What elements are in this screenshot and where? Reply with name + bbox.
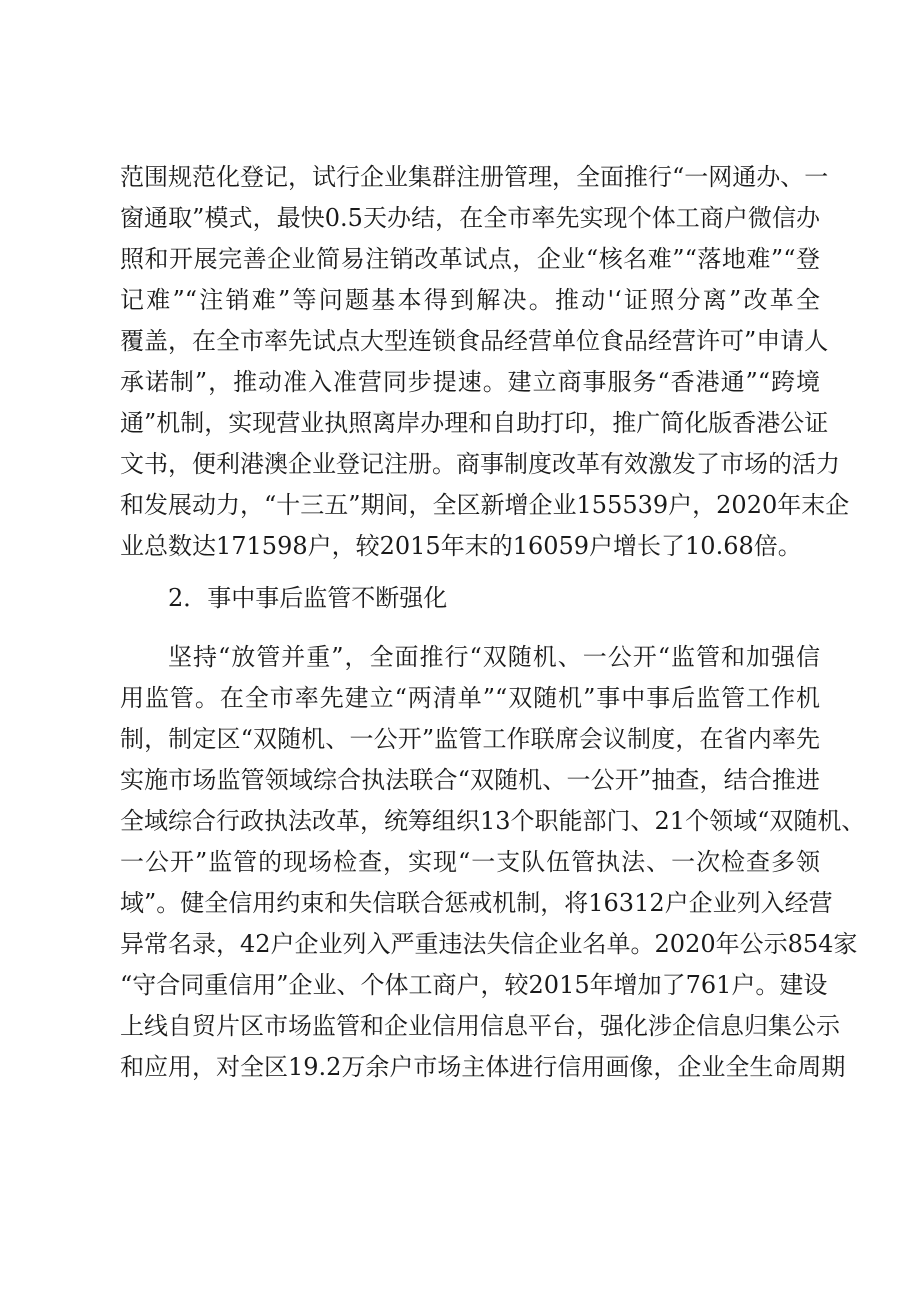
- paragraph-1-line: 覆盖，在全市率先试点大型连锁食品经营单位食品经营许可”申请人: [120, 327, 829, 355]
- paragraph-2-line: 实施市场监管领域综合执法联合“双随机、一公开”抽查，结合推进: [120, 766, 820, 794]
- paragraph-2-line: “守合同重信用”企业、个体工商户，较2015年增加了761户。建设: [120, 971, 828, 999]
- paragraph-2-first-line: 坚持“放管并重”，全面推行“双随机、一公开“监管和加强信: [168, 643, 820, 671]
- paragraph-2-line: 异常名录，42户企业列入严重违法失信企业名单。2020年公示854家: [120, 930, 858, 958]
- paragraph-1-line: 承诺制”，推动准入准营同步提速。建立商事服务“香港通”“跨境: [120, 368, 820, 396]
- paragraph-1-line: 文书，便利港澳企业登记注册。商事制度改革有效激发了市场的活力: [120, 450, 840, 478]
- paragraph-2-line: 制，制定区“双随机、一公开”监管工作联席会议制度，在省内率先: [120, 725, 820, 753]
- section-heading: 2．事中事后监管不断强化: [168, 584, 448, 612]
- paragraph-2-line: 域”。健全信用约束和失信联合惩戒机制，将16312户企业列入经营: [120, 889, 833, 917]
- paragraph-1-line: 和发展动力，“十三五”期间，全区新增企业155539户，2020年末企: [120, 491, 850, 519]
- paragraph-1-line: 范围规范化登记，试行企业集群注册管理，全面推行“一网通办、一: [120, 163, 829, 191]
- paragraph-2-line: 和应用，对全区19.2万余户市场主体进行信用画像，企业全生命周期: [120, 1053, 846, 1081]
- paragraph-2-line: 全域综合行政执法改革，统筹组织13个职能部门、21个领域“双随机、: [120, 807, 866, 835]
- paragraph-2-line: 一公开”监管的现场检查，实现“一支队伍管执法、一次检查多领: [120, 848, 820, 876]
- paragraph-2-line: 上线自贸片区市场监管和企业信用信息平台，强化涉企信息归集公示: [120, 1012, 840, 1040]
- paragraph-1-line: 通”机制，实现营业执照离岸办理和自助打印，推广简化版香港公证: [120, 409, 829, 437]
- paragraph-1-line: 记难”“注销难”等问题基本得到解决。推动'‘证照分离”改革全: [120, 286, 820, 314]
- paragraph-1-line: 窗通取”模式，最快0.5天办结，在全市率先实现个体工商户微信办: [120, 204, 820, 232]
- paragraph-2-line: 用监管。在全市率先建立“两清单”“双随机”事中事后监管工作机: [120, 684, 820, 712]
- paragraph-1-line: 照和开展完善企业简易注销改革试点，企业“核名难”“落地难”“登: [120, 245, 820, 273]
- paragraph-1-last-line: 业总数达171598户，较2015年末的16059户增长了10.68倍。: [120, 532, 802, 560]
